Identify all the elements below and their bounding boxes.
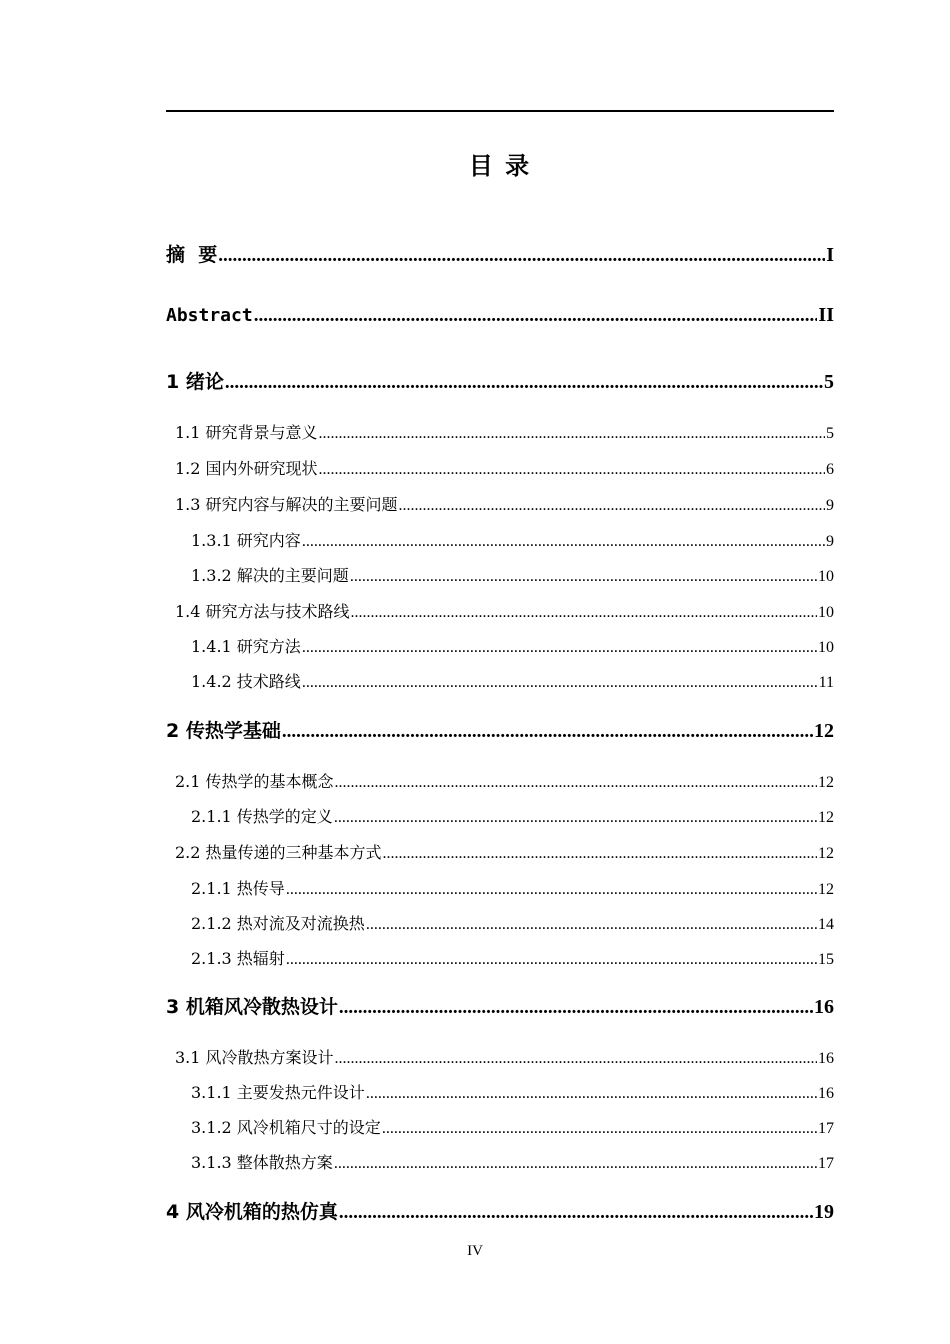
toc-leader-dots — [335, 774, 817, 792]
toc-entry-page: 17 — [818, 1155, 834, 1172]
toc-leader-dots — [350, 568, 817, 586]
toc-entry[interactable] — [166, 1197, 834, 1224]
toc-entry-label: 3 机箱风冷散热设计 — [166, 996, 338, 1018]
toc-leader-dots — [399, 497, 825, 515]
toc-entry[interactable] — [166, 992, 834, 1019]
toc-leader-dots — [302, 674, 818, 692]
toc-entry[interactable] — [191, 669, 834, 692]
toc-entry-label: 1.3.2 解决的主要问题 — [191, 566, 349, 585]
toc-leader-dots — [335, 1050, 817, 1068]
toc-leader-dots — [319, 461, 825, 479]
toc-entry-label: 1.4 研究方法与技术路线 — [175, 602, 350, 621]
toc-entry-label: 1.4.1 研究方法 — [191, 637, 301, 656]
toc-entry[interactable] — [191, 634, 834, 657]
toc-entry-page: 14 — [818, 916, 834, 933]
toc-entry-label: 1.1 研究背景与意义 — [175, 423, 318, 442]
toc-entry-page: 12 — [818, 809, 834, 826]
toc-entry-label: 2.1.2 热对流及对流换热 — [191, 914, 365, 933]
toc-leader-dots — [286, 881, 817, 899]
toc-entry-page: 9 — [826, 497, 834, 514]
page-number-footer: IV — [467, 1243, 483, 1259]
toc-leader-dots — [286, 951, 817, 969]
toc-entry-label: 2.1.1 热传导 — [191, 879, 285, 898]
toc-entry[interactable] — [175, 456, 834, 479]
toc-entry-page: 16 — [818, 1085, 834, 1102]
toc-entry[interactable] — [175, 420, 834, 443]
toc-leader-dots — [225, 372, 823, 394]
toc-leader-dots — [383, 845, 817, 863]
toc-leader-dots — [339, 997, 813, 1019]
toc-entry-label: Abstract — [166, 305, 253, 326]
toc-leader-dots — [319, 425, 825, 443]
toc-leader-dots — [302, 533, 825, 551]
toc-entry[interactable] — [175, 1045, 834, 1068]
toc-entry[interactable] — [166, 716, 834, 743]
toc-entry-label: 2.1 传热学的基本概念 — [175, 772, 334, 791]
toc-entry[interactable] — [191, 946, 834, 969]
toc-entry[interactable] — [175, 840, 834, 863]
toc-entry-page: I — [826, 244, 834, 266]
toc-entry[interactable] — [175, 769, 834, 792]
toc-entry-label: 1.2 国内外研究现状 — [175, 459, 318, 478]
toc-entry-page: II — [818, 304, 834, 326]
toc-entry[interactable] — [175, 599, 834, 622]
toc-leader-dots — [351, 604, 817, 622]
toc-entry[interactable] — [191, 563, 834, 586]
toc-entry[interactable] — [191, 1115, 834, 1138]
toc-entry-label: 1.4.2 技术路线 — [191, 672, 301, 691]
toc-entry[interactable] — [191, 528, 834, 551]
toc-entry[interactable] — [166, 304, 834, 327]
toc-entry-label: 3.1.3 整体散热方案 — [191, 1153, 333, 1172]
toc-entry-page: 10 — [818, 604, 834, 621]
toc-leader-dots — [339, 1202, 813, 1224]
toc-entry-page: 16 — [814, 996, 834, 1018]
header-rule — [166, 110, 834, 112]
toc-entry[interactable] — [166, 240, 834, 267]
toc-entry[interactable] — [175, 492, 834, 515]
toc-entry-page: 10 — [818, 568, 834, 585]
toc-entry[interactable] — [166, 367, 834, 394]
page-title: 目 录 — [468, 152, 532, 180]
toc-entry-page: 12 — [814, 720, 834, 742]
toc-entry-page: 11 — [818, 674, 834, 691]
toc-entry-label: 2.1.1 传热学的定义 — [191, 807, 333, 826]
toc-leader-dots — [282, 721, 813, 743]
toc-leader-dots — [334, 809, 817, 827]
toc-entry-label: 4 风冷机箱的热仿真 — [166, 1201, 338, 1223]
toc-entry-page: 5 — [824, 371, 834, 393]
toc-entry-page: 17 — [818, 1120, 834, 1137]
toc-entry-page: 12 — [818, 845, 834, 862]
toc-entry[interactable] — [191, 911, 834, 934]
toc-entry-page: 19 — [814, 1201, 834, 1223]
toc-entry-page: 9 — [826, 533, 834, 550]
toc-entry-page: 5 — [826, 425, 834, 442]
toc-entry[interactable] — [191, 876, 834, 899]
toc-entry-label: 2.2 热量传递的三种基本方式 — [175, 843, 382, 862]
toc-entry-label: 2 传热学基础 — [166, 720, 281, 742]
toc-leader-dots — [218, 245, 825, 267]
toc-leader-dots — [382, 1120, 817, 1138]
toc-leader-dots — [254, 305, 818, 327]
toc-entry[interactable] — [191, 804, 834, 827]
toc-entry-label: 3.1.1 主要发热元件设计 — [191, 1083, 365, 1102]
toc-leader-dots — [366, 1085, 817, 1103]
toc-entry-page: 6 — [826, 461, 834, 478]
toc-entry-page: 12 — [818, 881, 834, 898]
toc-leader-dots — [366, 916, 817, 934]
toc-entry[interactable] — [191, 1080, 834, 1103]
toc-entry-label: 1.3 研究内容与解决的主要问题 — [175, 495, 398, 514]
toc-entry-page: 12 — [818, 774, 834, 791]
toc-entry-label: 3.1.2 风冷机箱尺寸的设定 — [191, 1118, 381, 1137]
toc-entry-page: 16 — [818, 1050, 834, 1067]
toc-entry[interactable] — [191, 1150, 834, 1173]
toc-entry-label: 3.1 风冷散热方案设计 — [175, 1048, 334, 1067]
toc-entry-page: 15 — [818, 951, 834, 968]
toc-entry-page: 10 — [818, 639, 834, 656]
toc-leader-dots — [302, 639, 817, 657]
toc-leader-dots — [334, 1155, 817, 1173]
toc-entry-label: 摘 要 — [166, 244, 218, 266]
toc-entry-label: 1.3.1 研究内容 — [191, 531, 301, 550]
toc-entry-label: 1 绪论 — [166, 371, 224, 393]
toc-entry-label: 2.1.3 热辐射 — [191, 949, 285, 968]
